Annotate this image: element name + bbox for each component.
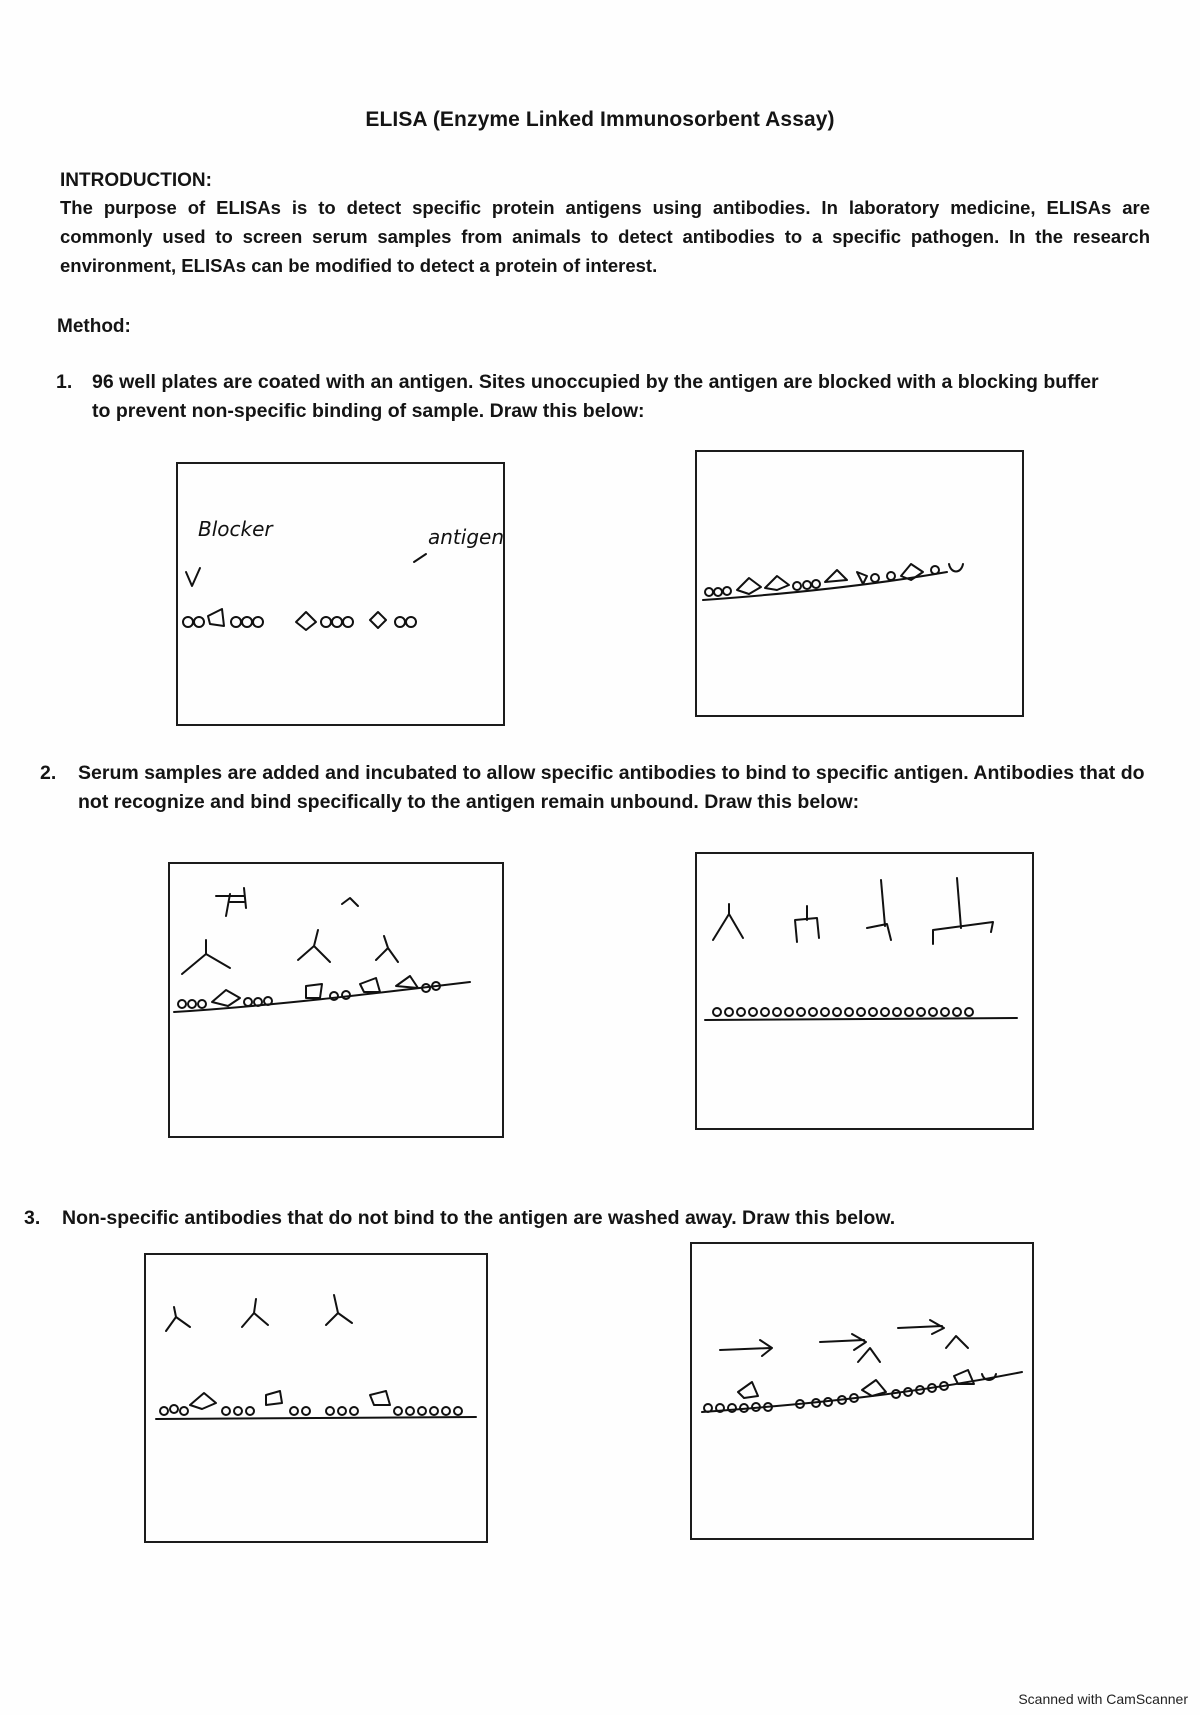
method-step-1 <box>56 368 1116 426</box>
wash-arrow-icon <box>820 1334 866 1350</box>
drawing-box-step2-right <box>695 852 1034 1130</box>
step-number: 1. <box>56 371 73 393</box>
drawing-box-step3-right <box>690 1242 1034 1540</box>
step-number: 3. <box>24 1207 41 1229</box>
scanner-watermark: Scanned with CamScanner <box>1018 1691 1188 1707</box>
drawing-box-step3-left <box>144 1253 488 1543</box>
wash-arrow-icon <box>898 1320 944 1334</box>
step-text: Serum samples are added and incubated to allow specific antibodies to bind to specific antigen. Antibodies that do not recognize and bind specifically to the antigen remain unbound. Draw this below: <box>78 762 1145 813</box>
step-text: Non-specific antibodies that do not bind to the antigen are washed away. Draw this below. <box>62 1207 896 1229</box>
arrow-down-icon <box>186 568 200 586</box>
drawing-box-step1-left <box>176 462 505 726</box>
introduction-paragraph: The purpose of ELISAs is to detect specific protein antigens using antibodies. In laboratory medicine, ELISAs are commonly used to screen serum samples from animals to detect antibodies to a specific pathogen. In the research environment, ELISAs can be modified to detect a protein of interest. <box>60 197 1150 276</box>
step-text: 96 well plates are coated with an antigen. Sites unoccupied by the antigen are blocked with a blocking buffer to prevent non-specific binding of sample. Draw this below: <box>92 371 1099 422</box>
drawing-box-step2-left <box>168 862 504 1138</box>
method-step-3 <box>24 1204 1124 1233</box>
method-step-2 <box>40 759 1150 817</box>
introduction-heading: INTRODUCTION: <box>60 170 212 191</box>
method-heading: Method: <box>57 316 131 337</box>
wash-arrow-icon <box>720 1340 772 1356</box>
document-title: ELISA (Enzyme Linked Immunosorbent Assay) <box>365 108 835 131</box>
step-number: 2. <box>40 762 57 784</box>
label-blocker: Blocker <box>198 517 273 541</box>
drawing-box-step1-right <box>695 450 1024 717</box>
label-antigen: antigen <box>428 525 505 549</box>
